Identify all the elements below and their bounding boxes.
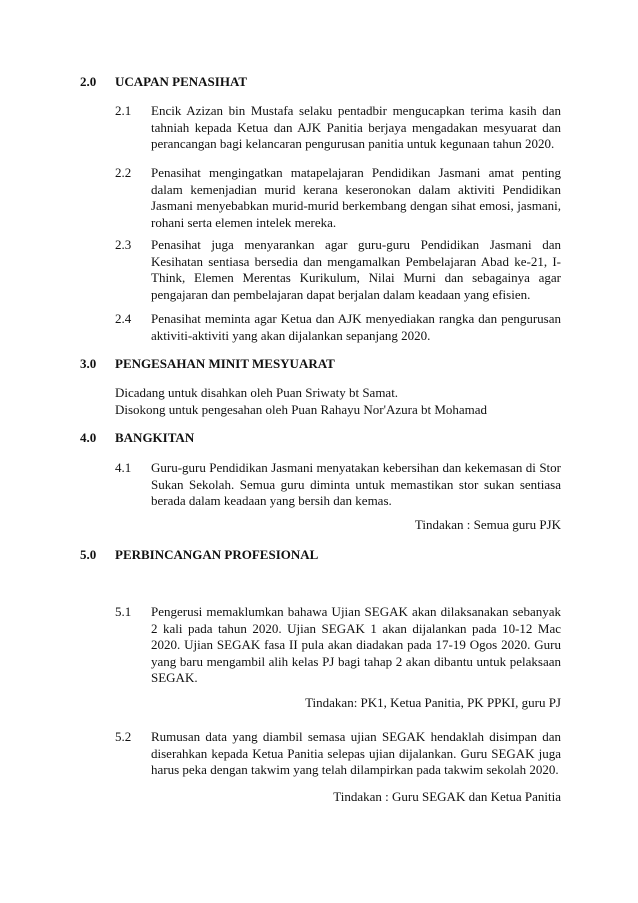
item-text: Guru-guru Pendidikan Jasmani menyatakan kebersihan dan kekemasan di Stor Sukan Sekolah. Semua guru diminta untuk memastikan stor sukan sentiasa berada dalam keadaan yang bersih dan kemas. [151, 460, 561, 508]
section-number: 2.0 [80, 74, 97, 89]
item-text: Pengerusi memaklumkan bahawa Ujian SEGAK akan dilaksanakan sebanyak 2 kali pada tahun 2020. Ujian SEGAK 1 akan dijalankan pada 10-12 Mac 2020. Ujian SEGAK fasa II pula akan diadakan pada 17-19 Ogos 2020. Guru yang baru mengambil alih kelas PJ bagi tahap 2 akan dibantu untuk pelaksaan SEGAK. [151, 604, 561, 685]
item-number: 2.4 [115, 311, 132, 326]
section-number: 5.0 [80, 547, 97, 562]
section-title: BANGKITAN [115, 430, 195, 445]
section-number: 3.0 [80, 356, 97, 371]
item-number: 2.2 [115, 165, 132, 180]
section-number: 4.0 [80, 430, 97, 445]
section-title: UCAPAN PENASIHAT [115, 74, 248, 89]
item-text: Penasihat meminta agar Ketua dan AJK menyediakan rangka dan pengurusan aktiviti-aktiviti yang akan dijalankan sepanjang 2020. [151, 311, 561, 343]
action-line: Tindakan : Guru SEGAK dan Ketua Panitia [333, 789, 561, 804]
section-title: PENGESAHAN MINIT MESYUARAT [115, 356, 335, 371]
item-text: Encik Azizan bin Mustafa selaku pentadbir mengucapkan terima kasih dan tahniah kepada Ketua dan AJK Panitia berjaya mengadakan mesyuarat dan perancangan bagi kelancaran pengurusan panitia untuk kegunaan tahun 2020. [151, 103, 561, 151]
section-title: PERBINCANGAN PROFESIONAL [115, 547, 319, 562]
motion-line: Disokong untuk pengesahan oleh Puan Rahayu Nor'Azura bt Mohamad [115, 402, 488, 417]
action-line: Tindakan: PK1, Ketua Panitia, PK PPKI, guru PJ [305, 695, 561, 710]
action-line: Tindakan : Semua guru PJK [414, 517, 561, 532]
item-number: 4.1 [115, 460, 132, 475]
item-number: 5.2 [115, 729, 132, 744]
motion-line: Dicadang untuk disahkan oleh Puan Sriwaty bt Samat. [115, 385, 399, 400]
item-text: Penasihat juga menyarankan agar guru-guru Pendidikan Jasmani dan Kesihatan sentiasa bersedia dan mengamalkan Pembelajaran Abad ke-21, I-Think, Elemen Merentas Kurikulum, Nilai Murni dan sebagainya agar pengajaran dan pembelajaran dapat berjalan dalam keadaan yang efisien. [151, 237, 561, 302]
item-number: 2.3 [115, 237, 132, 252]
item-text: Rumusan data yang diambil semasa ujian SEGAK hendaklah disimpan dan diserahkan kepada Ketua Panitia selepas ujian dijalankan. Guru SEGAK juga harus peka dengan takwim yang telah dilampirkan pada takwim sekolah 2020. [151, 729, 561, 777]
item-text: Penasihat mengingatkan matapelajaran Pendidikan Jasmani amat penting dalam kemenjadian murid kerana keseronokan dalam aktiviti Pendidikan Jasmani menyebabkan murid-murid berkembang dengan sihat emosi, jasmani, rohani serta elemen intelek mereka. [151, 165, 561, 230]
item-number: 5.1 [115, 604, 132, 619]
item-number: 2.1 [115, 103, 132, 118]
